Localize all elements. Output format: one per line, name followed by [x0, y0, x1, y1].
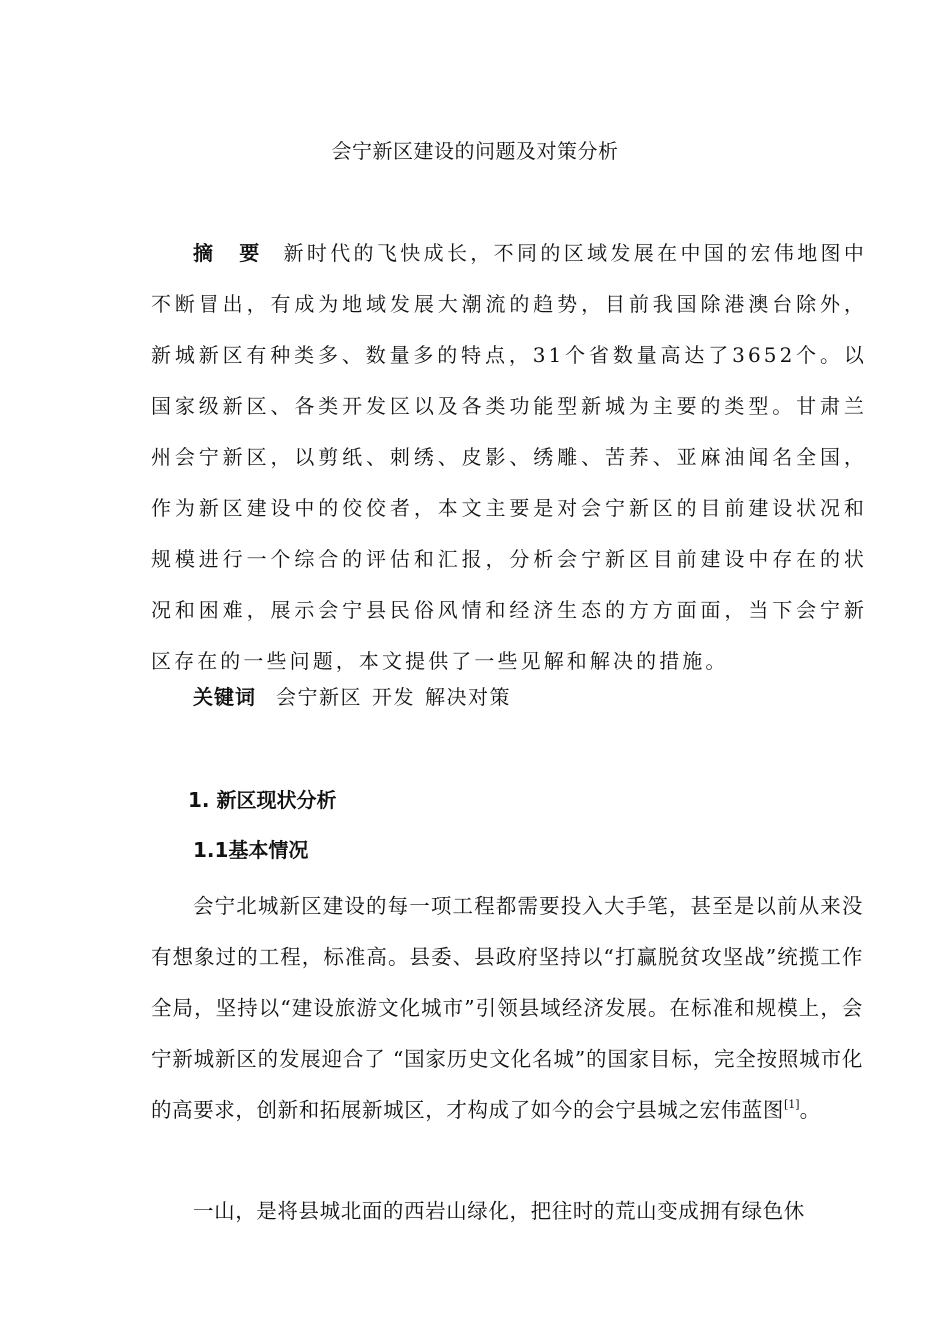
keyword-item: 解决对策 — [425, 685, 511, 709]
abstract-text: 新时代的飞快成长，不同的区域发展在中国的宏伟地图中不断冒出，有成为地域发展大潮流的趋势，目前我国除港澳台除外，新城新区有种类多、数量多的特点，31个省数量高达了3652个。以国家级新区、各类开发区以及各类功能型新城为主要的类型。甘肃兰州会宁新区，以剪纸、刺绣、皮影、绣雕、苦荞、亚麻油闻名全国，作为新区建设中的佼佼者，本文主要是对会宁新区的目前建设状况和规模进行一个综合的评估和汇报，分析会宁新区目前建设中存在的状况和困难，展示会宁县民俗风情和经济生态的方方面面，当下会宁新区存在的一些问题，本文提供了一些见解和解决的措施。 — [151, 241, 867, 673]
citation-ref[interactable]: [1] — [784, 1098, 800, 1111]
abstract-label: 摘要 — [193, 241, 286, 265]
body-paragraph — [151, 881, 863, 1136]
paragraph-end: 。 — [799, 1098, 821, 1122]
paragraph-text: 会宁北城新区建设的每一项工程都需要投入大手笔，甚至是以前从来没有想象过的工程，标准高。县委、县政府坚持以“打赢脱贫攻坚战”统揽工作全局，坚持以“建设旅游文化城市”引领县域经济发展。在标准和规模上，会宁新城新区的发展迎合了 “国家历史文化名城”的国家目标，完全按照城市化的高要求，创新和拓展新城区，才构成了如今的会宁县城之宏伟蓝图 — [151, 894, 863, 1122]
abstract-paragraph — [151, 228, 867, 687]
keyword-item: 开发 — [372, 685, 415, 709]
paragraph-text: 一山，是将县城北面的西岩山绿化，把往时的荒山变成拥有绿色休 — [193, 1199, 805, 1223]
body-paragraph — [151, 1186, 863, 1237]
keywords-label: 关键词 — [193, 685, 256, 709]
section-heading: 1. 新区现状分析 — [188, 788, 337, 812]
keywords-line — [193, 677, 521, 717]
document-title: 会宁新区建设的问题及对策分析 — [331, 139, 619, 163]
keyword-item: 会宁新区 — [276, 685, 362, 709]
subsection-heading: 1.1基本情况 — [193, 838, 309, 862]
